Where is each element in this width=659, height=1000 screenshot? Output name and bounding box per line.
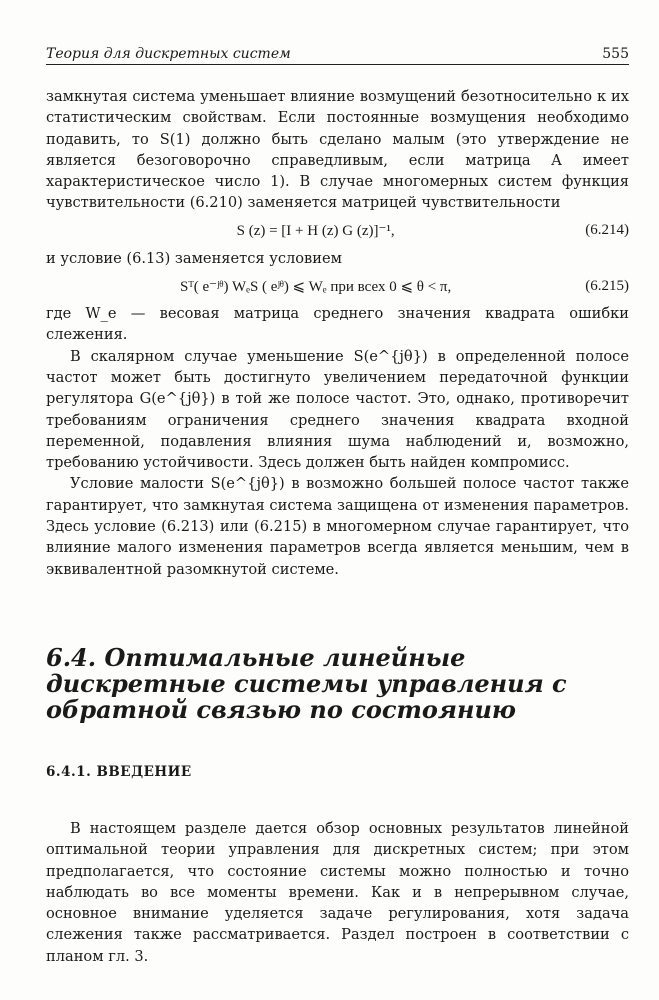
running-title: Теория для дискретных систем (46, 46, 291, 62)
equation-6-214 (46, 214, 629, 248)
subsection-heading: 6.4.1. ВВЕДЕНИЕ (46, 764, 192, 780)
paragraph-weight-matrix: где W_e — весовая матрица среднего значения квадрата ошибки слежения. (46, 305, 629, 344)
section-heading: 6.4. Оптимальные линейные дискретные системы управления с обратной связью по состоянию (46, 643, 567, 724)
intro-text (46, 818, 629, 967)
equation-number: (6.215) (585, 277, 629, 294)
running-header (46, 38, 629, 65)
main-text (46, 86, 629, 580)
paragraph-condition: и условие (6.13) заменяется условием (46, 249, 342, 267)
page-number: 555 (602, 46, 629, 62)
paragraph-intro: В настоящем разделе дается обзор основных результатов линейной оптимальной теории управления для дискретных систем; при этом предполагается, что состояние системы можно полностью и точно наблюдать во все моменты времени. Как и в непрерывном случае, основное внимание уделяется задаче регулирования, хотя задача слежения также рассматривается. Раздел построен в соответствии с планом гл. 3. (46, 820, 629, 965)
equation-6-215 (46, 269, 629, 303)
paragraph-sensitivity: замкнутая система уменьшает влияние возмущений безотносительно к их статистическим свойствам. Если постоянные возмущения необходимо подавить, то S(1) должно быть сделано малым (это утверждение не является безоговорочно справедливым, если матрица A имеет характеристическое число 1). В случае многомерных систем функция чувствительности (6.210) заменяется матрицей чувствительности (46, 88, 629, 212)
equation-expression: Sᵀ( e⁻ʲᶿ) WₑS ( eʲᶿ) ⩽ Wₑ при всех 0 ⩽ θ < π, (180, 278, 452, 295)
equation-number: (6.214) (585, 222, 629, 239)
paragraph-parameter-variation: Условие малости S(e^{jθ}) в возможно большей полосе частот также гарантирует, что замкнутая система защищена от изменения параметров. Здесь условие (6.213) или (6.215) в многомерном случае гарантирует, что влияние малого изменения параметров всегда является меньшим, чем в эквивалентной разомкнутой системе. (46, 475, 629, 578)
paragraph-scalar-case: В скалярном случае уменьшение S(e^{jθ}) в определенной полосе частот может быть достигнуто увеличением передаточной функции регулятора G(e^{jθ}) в той же полосе частот. Это, однако, противоречит требованиям ограничения среднего значения квадрата входной переменной, подавления влияния шума наблюдений и, возможно, требованию устойчивости. Здесь должен быть найден компромисс. (46, 347, 629, 472)
equation-expression: S (z) = [I + H (z) G (z)]⁻¹, (236, 223, 395, 240)
